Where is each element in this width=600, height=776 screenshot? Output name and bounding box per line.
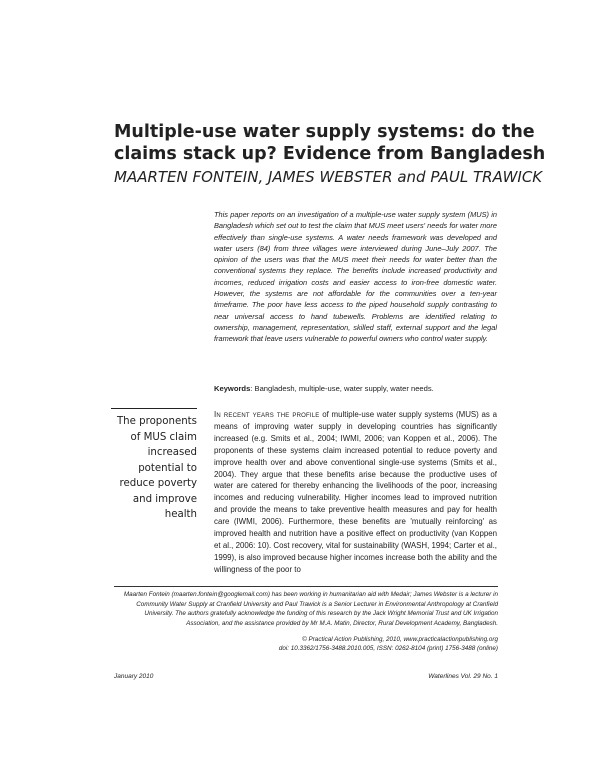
article-authors: MAARTEN FONTEIN, JAMES WEBSTER and PAUL TRAWICK xyxy=(114,168,543,186)
body-text xyxy=(214,409,497,576)
footnote-divider xyxy=(114,586,498,587)
pull-quote: The proponents of MUS claim increased potential to reduce poverty and improve health xyxy=(111,408,197,523)
keywords-text: : Bangladesh, multiple-use, water supply, water needs. xyxy=(250,384,434,393)
article-abstract: This paper reports on an investigation of a multiple-use water supply system (MUS) in Bangladesh which set out to test the claim that MUS meet users' needs for water more effectively than single-use systems. A water needs framework was developed and water users (84) from three villages were interviewed during June–July 2007. The opinion of the users was that the MUS meet their needs for water better than the conventional systems they replace. The benefits include increased productivity and incomes, reduced irrigation costs and easier access to iron-free domestic water. However, the systems are not affordable for the communities over a ten-year timeframe. The poor have less access to the piped household supply contrasting to near universal access to hand tubewells. Problems are identified relating to ownership, management, representation, skilled staff, external support and the legal framework that leave users vulnerable to powerful owners who control water supply. xyxy=(214,210,497,344)
keywords xyxy=(214,383,514,394)
body-lead-in: In recent years the profile xyxy=(214,410,320,419)
body-paragraph: of multiple-use water supply systems (MUS) as a means of improving water supply in developing countries has significantly increased (e.g. Smits et al., 2004; IWMI, 2006; van Koppen et al., 2006). The proponents of these systems claim increased potential to reduce poverty and improve health over and above conventional single-use systems (Smits et al., 2004). They argue that these benefits arise because the productive uses of water are catered for thereby enhancing the livelihoods of the poor, increasing incomes and reducing vulnerability. Higher incomes lead to improved nutrition and provide the means to take preventive health measures and pay for health care (IWMI, 2006). Furthermore, these benefits are 'mutually reinforcing' as improved health and nutrition have a positive effect on productivity (van Koppen et al., 2006: 10). Cost recovery, vital for sustainability (WASH, 1994; Carter et al., 1999), is also improved because higher incomes increase both the ability and the willingness of the poor to xyxy=(214,410,497,574)
publication-info xyxy=(214,635,498,654)
issue-date: January 2010 xyxy=(114,673,154,680)
copyright-line: © Practical Action Publishing, 2010, www.practicalactionpublishing.org xyxy=(302,636,498,643)
article-title: Multiple-use water supply systems: do the claims stack up? Evidence from Bangladesh xyxy=(114,122,546,164)
journal-name: Waterlines Vol. 29 No. 1 xyxy=(428,673,498,680)
doi-line: doi: 10.3362/1756-3488.2010.005, ISSN: 0262-8104 (print) 1756-3488 (online) xyxy=(278,645,498,653)
author-footnote: Maarten Fontein (maarten.fontein@googlemail.com) has been working in humanitarian aid with Medair; James Webster is a lecturer in Community Water Supply at Cranfield University and Paul Trawick is a Senior Lecturer in Environmental Anthropology at Cranfield University. The authors gratefully acknowledge the funding of this research by the Jack Wright Memorial Trust and UK Irrigation Association, and the assistance provided by Mr M.A. Matin, Director, Rural Development Academy, Bangladesh. xyxy=(123,591,498,628)
keywords-label: Keywords xyxy=(214,384,251,393)
